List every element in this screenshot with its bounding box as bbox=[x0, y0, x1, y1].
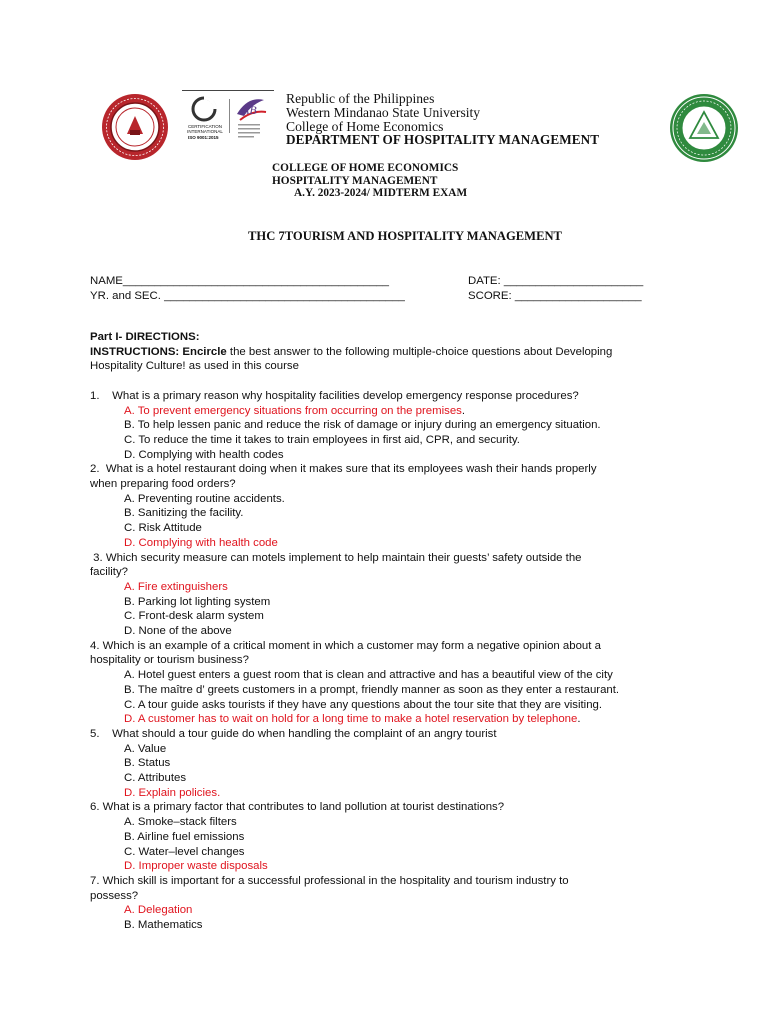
answer-option[interactable] bbox=[90, 845, 690, 860]
exam-body bbox=[90, 330, 690, 933]
option-text: C. Water–level changes bbox=[124, 845, 245, 858]
answer-option-marked[interactable] bbox=[90, 903, 690, 918]
option-text: A. Preventing routine accidents. bbox=[124, 492, 285, 505]
answer-option[interactable] bbox=[90, 506, 690, 521]
question-list bbox=[90, 389, 690, 933]
answer-option[interactable] bbox=[90, 418, 690, 433]
question-item bbox=[90, 800, 690, 874]
option-text: B. Parking lot lighting system bbox=[124, 595, 271, 608]
option-text: B. Airline fuel emissions bbox=[124, 830, 245, 843]
answer-option[interactable] bbox=[90, 683, 690, 698]
option-text: B. The maître d’ greets customers in a prompt, friendly manner as soon as they enter a restaurant. bbox=[124, 683, 620, 696]
date-field[interactable]: DATE: ______________________ bbox=[468, 275, 644, 287]
question-item bbox=[90, 639, 690, 727]
answer-option[interactable] bbox=[90, 815, 690, 830]
question-text: 1. What is a primary reason why hospitality facilities develop emergency response procedures? bbox=[90, 389, 579, 402]
question-text: facility? bbox=[90, 566, 128, 579]
question-text: hospitality or tourism business? bbox=[90, 654, 249, 667]
cert-iso: ISO 9001:2015 bbox=[188, 135, 219, 140]
answer-option-marked[interactable] bbox=[90, 580, 690, 595]
option-text: C. Risk Attitude bbox=[124, 522, 202, 535]
cert-text: CERTIFICATION INTERNATIONAL bbox=[187, 124, 223, 134]
answer-option[interactable] bbox=[90, 668, 690, 683]
option-text: A. Value bbox=[124, 742, 167, 755]
answer-option[interactable] bbox=[90, 624, 690, 639]
answer-option[interactable] bbox=[90, 609, 690, 624]
certification-logos bbox=[182, 90, 274, 150]
answer-option[interactable] bbox=[90, 742, 690, 757]
exam-sub-heading bbox=[272, 162, 467, 200]
option-text: D. Complying with health code bbox=[124, 536, 278, 549]
option-text: B. Sanitizing the facility. bbox=[124, 507, 244, 520]
answer-option[interactable] bbox=[90, 756, 690, 771]
question-text: 2. What is a hotel restaurant doing when it makes sure that its employees wash their hands properly bbox=[90, 463, 597, 476]
option-text: D. None of the above bbox=[124, 625, 232, 638]
question-text: 3. Which security measure can motels implement to help maintain their guests’ safety outside the bbox=[90, 551, 582, 564]
option-suffix: . bbox=[461, 404, 466, 417]
year-section-field[interactable]: YR. and SEC. ______________________________________ bbox=[90, 290, 405, 302]
university-header bbox=[286, 92, 599, 147]
question-text: 4. Which is an example of a critical moment in which a customer may form a negative opinion about a bbox=[90, 639, 601, 652]
sub-heading-program: HOSPITALITY MANAGEMENT bbox=[272, 174, 438, 187]
option-text: D. A customer has to wait on hold for a long time to make a hotel reservation by telephone bbox=[124, 713, 578, 726]
answer-option[interactable] bbox=[90, 448, 690, 463]
question-text: 5. What should a tour guide do when handling the complaint of an angry tourist bbox=[90, 727, 497, 740]
question-item bbox=[90, 551, 690, 639]
option-text: C. To reduce the time it takes to train employees in first aid, CPR, and security. bbox=[124, 433, 520, 446]
answer-option[interactable] bbox=[90, 521, 690, 536]
option-text: D. Complying with health codes bbox=[124, 448, 284, 461]
svg-text:AB: AB bbox=[242, 103, 257, 117]
department-line: DEPARTMENT OF HOSPITALITY MANAGEMENT bbox=[286, 132, 600, 148]
wmsu-seal-icon bbox=[100, 92, 170, 162]
question-text: 6. What is a primary factor that contributes to land pollution at tourist destinations? bbox=[90, 801, 505, 814]
option-suffix: . bbox=[577, 713, 581, 726]
question-item bbox=[90, 462, 690, 550]
answer-option-marked[interactable] bbox=[90, 786, 690, 801]
answer-option[interactable] bbox=[90, 433, 690, 448]
option-text: D. Improper waste disposals bbox=[124, 860, 268, 873]
name-field[interactable]: NAME__________________________________________ bbox=[90, 275, 389, 287]
instructions-bold-word: Encircle bbox=[182, 345, 227, 358]
option-text: B. Mathematics bbox=[124, 919, 203, 932]
course-title: THC 7TOURISM AND HOSPITALITY MANAGEMENT bbox=[248, 229, 562, 243]
answer-option[interactable] bbox=[90, 595, 690, 610]
instructions-line bbox=[90, 345, 690, 360]
option-text: A. Delegation bbox=[124, 904, 193, 917]
question-text: when preparing food orders? bbox=[90, 478, 236, 491]
question-text: 7. Which skill is important for a successful professional in the hospitality and tourism industry to bbox=[90, 875, 569, 887]
answer-option-marked[interactable] bbox=[90, 712, 690, 727]
option-text: C. A tour guide asks tourists if they have any questions about the tour site that they are visiting. bbox=[124, 698, 603, 711]
answer-option[interactable] bbox=[90, 698, 690, 713]
instructions-label: INSTRUCTIONS: bbox=[90, 345, 180, 358]
option-text: A. To prevent emergency situations from occurring on the premises bbox=[124, 404, 462, 417]
answer-option[interactable] bbox=[90, 771, 690, 786]
instructions-text: the best answer to the following multiple-choice questions about Developing bbox=[226, 345, 613, 358]
college-line: College of Home Economics bbox=[286, 118, 444, 134]
option-text: B. To help lessen panic and reduce the risk of damage or injury during an emergency situation. bbox=[124, 419, 601, 432]
score-field[interactable]: SCORE: ____________________ bbox=[468, 290, 642, 302]
answer-option-marked[interactable] bbox=[90, 859, 690, 874]
option-text: C. Attributes bbox=[124, 772, 187, 785]
option-text: C. Front-desk alarm system bbox=[124, 610, 264, 623]
answer-option[interactable] bbox=[90, 830, 690, 845]
iso-certification-icon bbox=[182, 90, 274, 150]
question-item bbox=[90, 874, 690, 933]
question-item bbox=[90, 727, 690, 801]
answer-option[interactable] bbox=[90, 918, 690, 933]
option-text: D. Explain policies. bbox=[124, 786, 221, 799]
college-of-home-economics-seal-icon bbox=[668, 92, 740, 164]
instructions-line-2: Hospitality Culture! as used in this course bbox=[90, 360, 299, 373]
university-line: Western Mindanao State University bbox=[286, 104, 481, 120]
sub-heading-academic-year: A.Y. 2023-2024/ MIDTERM EXAM bbox=[294, 187, 468, 200]
option-text: A. Smoke–stack filters bbox=[124, 816, 237, 829]
answer-option-marked[interactable] bbox=[90, 404, 690, 419]
answer-option-marked[interactable] bbox=[90, 536, 690, 551]
sub-heading-college: COLLEGE OF HOME ECONOMICS bbox=[272, 162, 459, 174]
part-heading: Part I- DIRECTIONS: bbox=[90, 331, 200, 343]
option-text: A. Fire extinguishers bbox=[124, 580, 228, 593]
option-text: A. Hotel guest enters a guest room that is clean and attractive and has a beautiful view of the city bbox=[124, 669, 613, 682]
republic-line: Republic of the Philippines bbox=[286, 91, 435, 106]
question-item bbox=[90, 389, 690, 463]
option-text: B. Status bbox=[124, 757, 171, 770]
question-text: possess? bbox=[90, 889, 139, 902]
answer-option[interactable] bbox=[90, 492, 690, 507]
